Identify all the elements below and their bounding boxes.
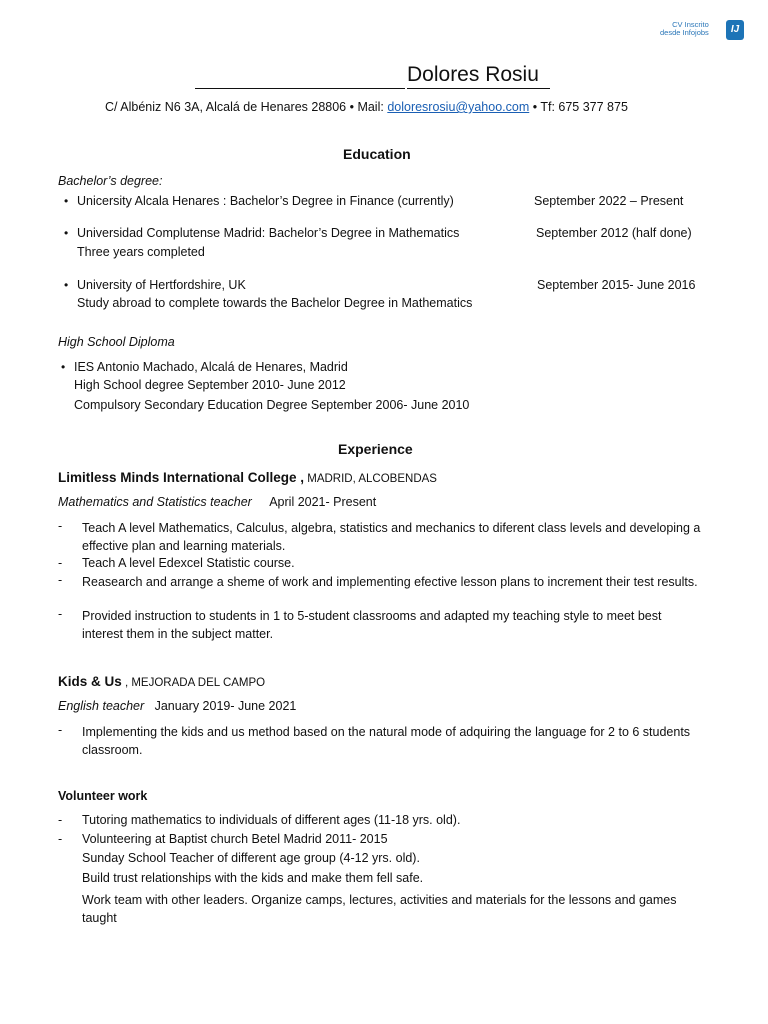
education-title: Education	[343, 146, 411, 162]
job-2-role-line	[58, 699, 296, 713]
edu-item-3-date: September 2015- June 2016	[537, 278, 696, 292]
name-underline-right	[407, 88, 550, 89]
dash: -	[58, 556, 63, 570]
job-1-location: MADRID, ALCOBENDAS	[304, 473, 437, 485]
name-underline	[195, 88, 405, 89]
dash: -	[58, 607, 63, 621]
volunteer-sub-3: Work team with other leaders. Organize camps, lectures, activities and materials for the lessons and games taught	[82, 893, 677, 925]
badge-line-2: desde Infojobs	[660, 28, 709, 37]
highschool-line-3: Compulsory Secondary Education Degree September 2006- June 2010	[74, 398, 470, 412]
dash: -	[58, 813, 63, 827]
job-2-dates: January 2019- June 2021	[154, 699, 297, 713]
job-1-role-line	[58, 495, 376, 509]
volunteer-bullet-1: Tutoring mathematics to individuals of different ages (11-18 yrs. old).	[82, 813, 461, 827]
highschool-line-1: IES Antonio Machado, Alcalá de Henares, Madrid	[74, 360, 348, 374]
bullet: •	[64, 226, 69, 240]
infojobs-badge-text	[660, 21, 709, 37]
edu-item-2-sub: Three years completed	[77, 245, 205, 259]
edu-item-2-date: September 2012 (half done)	[536, 226, 692, 240]
highschool-heading: High School Diploma	[58, 335, 175, 349]
job-1-bullet-4: Provided instruction to students in 1 to 5-student classrooms and adapted my teaching style to meet best interest them in the subject matter.	[82, 609, 662, 641]
job-2-company: Kids & Us	[58, 674, 122, 689]
experience-title: Experience	[338, 441, 413, 457]
email-link[interactable]: doloresrosiu@yahoo.com	[387, 100, 530, 114]
job-2-bullet-1: Implementing the kids and us method based on the natural mode of adquiring the language for 2 to 6 students classroom.	[82, 725, 691, 757]
job-1-header	[58, 469, 437, 487]
edu-item-1-date: September 2022 – Present	[534, 194, 684, 208]
edu-item-3-text: University of Hertfordshire, UK	[77, 278, 246, 292]
job-1-bullet-2: Teach A level Edexcel Statistic course.	[82, 556, 295, 570]
edu-item-2-text: Universidad Complutense Madrid: Bachelor’s Degree in Mathematics	[77, 226, 460, 240]
bullet: •	[61, 360, 66, 374]
volunteer-title: Volunteer work	[58, 789, 148, 803]
job-2-role: English teacher	[58, 699, 145, 713]
highschool-line-2: High School degree September 2010- June 2012	[74, 378, 346, 392]
contact-line	[105, 100, 628, 114]
edu-item-3-sub: Study abroad to complete towards the Bachelor Degree in Mathematics	[77, 296, 473, 310]
dash: -	[58, 723, 63, 737]
dash: -	[58, 573, 63, 587]
job-2-location: , MEJORADA DEL CAMPO	[121, 677, 266, 689]
job-1-bullet-1: Teach A level Mathematics, Calculus, algebra, statistics and mechanics to diferent class levels and developing a effective plan and learning materials.	[82, 521, 701, 553]
dash: -	[58, 519, 63, 533]
volunteer-sub-1: Sunday School Teacher of different age group (4-12 yrs. old).	[82, 851, 420, 865]
bullet: •	[64, 278, 69, 292]
phone-text: • Tf: 675 377 875	[529, 100, 628, 114]
volunteer-bullet-2: Volunteering at Baptist church Betel Madrid 2011- 2015	[82, 832, 388, 846]
job-1-company: Limitless Minds International College ,	[58, 470, 305, 485]
edu-item-1-text: Unicersity Alcala Henares : Bachelor’s Degree in Finance (currently)	[77, 194, 454, 208]
badge-line-1: CV Inscrito	[672, 20, 709, 29]
bullet: •	[64, 194, 69, 208]
infojobs-logo-icon: IJ	[726, 20, 744, 40]
job-1-bullet-3: Reasearch and arrange a sheme of work and implementing efective lesson plans to increment their test results.	[82, 575, 698, 589]
job-2-header	[58, 673, 265, 691]
bachelor-heading: Bachelor’s degree:	[58, 174, 163, 188]
candidate-name: Dolores Rosiu	[407, 63, 539, 86]
job-1-role: Mathematics and Statistics teacher	[58, 495, 252, 509]
address-text: C/ Albéniz N6 3A, Alcalá de Henares 28806 • Mail:	[105, 100, 388, 114]
dash: -	[58, 832, 63, 846]
job-1-dates: April 2021- Present	[269, 495, 377, 509]
volunteer-sub-2: Build trust relationships with the kids and make them fell safe.	[82, 871, 424, 885]
